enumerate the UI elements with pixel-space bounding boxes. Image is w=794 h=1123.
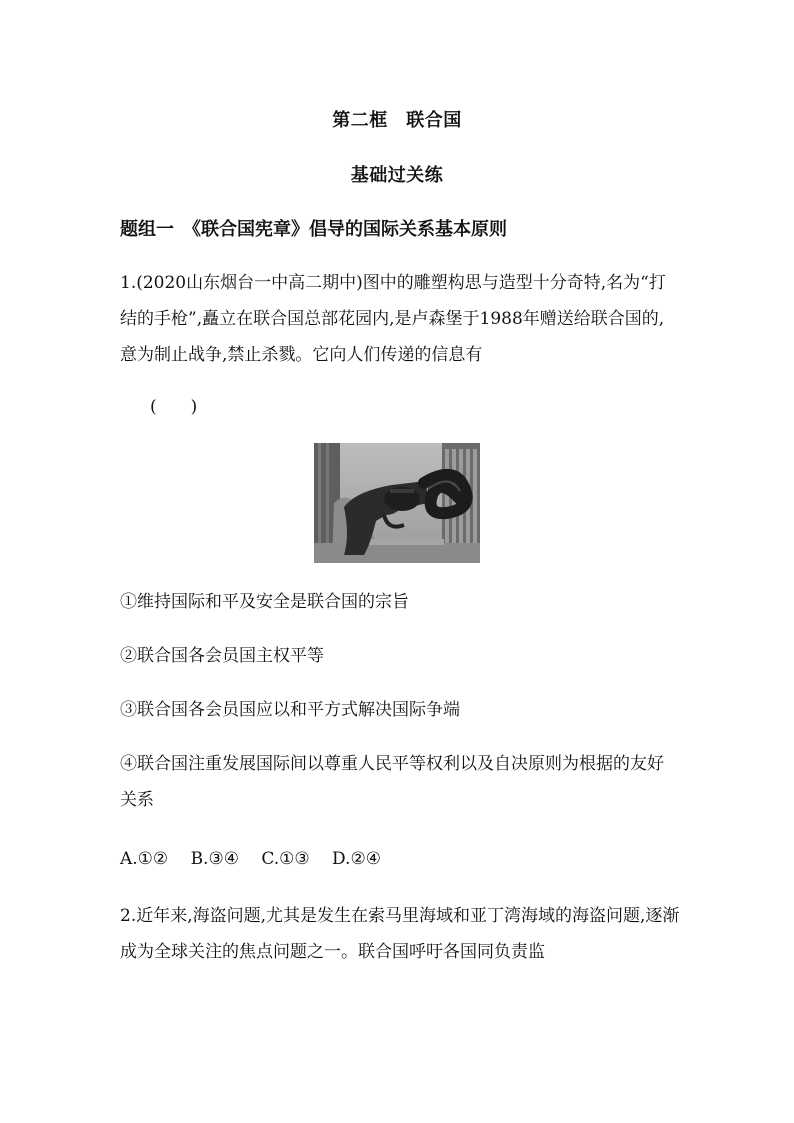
answer-choices: A.①② B.③④ C.①③ D.②④ [120,849,381,869]
section-heading: 题组一 《联合国宪章》倡导的国际关系基本原则 [120,219,507,240]
answer-blank: ( ) [150,397,198,417]
practice-heading: 基础过关练 [350,165,444,186]
option-3: ③联合国各会员国应以和平方式解决国际争端 [120,700,460,720]
option-1: ①维持国际和平及安全是联合国的宗旨 [120,592,409,612]
question-1-stem: 1.(2020山东烟台一中高二期中)图中的雕塑构思与造型十分奇特,名为“打结的手枪”,矗立在联合国总部花园内,是卢森堡于1988年赠送给联合国的,意为制止战争,禁止杀戮。它向人们传递的信息有 [120,273,666,365]
knotted-gun-sculpture-photo [314,443,480,563]
option-2: ②联合国各会员国主权平等 [120,646,324,666]
question-2-stem: 2.近年来,海盗问题,尤其是发生在索马里海域和亚丁湾海域的海盗问题,逐渐成为全球关注的焦点问题之一。联合国呼吁各国同负责监 [120,906,680,962]
option-4: ④联合国注重发展国际间以尊重人民平等权利以及自决原则为根据的友好关系 [120,754,664,810]
sculpture-image [314,443,480,563]
lesson-title: 第二框 联合国 [332,110,462,131]
